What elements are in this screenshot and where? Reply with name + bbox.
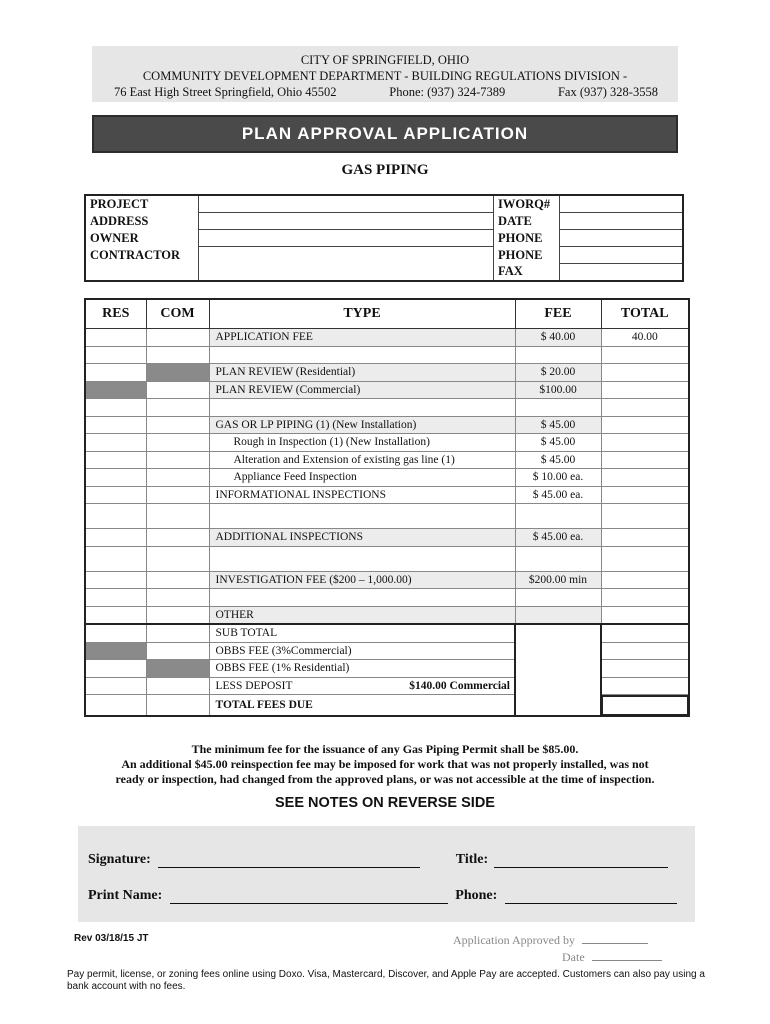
fee-total[interactable]	[601, 451, 689, 469]
label-owner: OWNER	[85, 230, 199, 247]
label-fax: FAX	[494, 264, 560, 282]
title-field[interactable]	[494, 853, 668, 868]
fee-total[interactable]	[601, 399, 689, 417]
fee-type	[209, 399, 515, 417]
res-checkbox[interactable]	[85, 606, 146, 624]
res-checkbox[interactable]	[85, 329, 146, 347]
com-checkbox[interactable]	[146, 329, 209, 347]
fee-amount: $ 20.00	[515, 364, 601, 382]
fee-type: PLAN REVIEW (Commercial)	[209, 381, 515, 399]
label-contractor: CONTRACTOR	[85, 247, 199, 282]
header-total: TOTAL	[601, 299, 689, 329]
reinspection-note-line2: ready or inspection, had changed from the approved plans, or was not accessible at the time of inspection.	[115, 772, 655, 786]
obbs-commercial-field[interactable]	[601, 642, 689, 660]
com-checkbox[interactable]	[146, 606, 209, 624]
res-checkbox[interactable]	[85, 589, 146, 607]
com-checkbox[interactable]	[146, 677, 209, 695]
approved-by-field[interactable]	[582, 932, 648, 944]
fee-type: PLAN REVIEW (Residential)	[209, 364, 515, 382]
res-checkbox[interactable]	[85, 416, 146, 434]
label-iworq: IWORQ#	[494, 195, 560, 213]
res-disabled-cell	[85, 642, 146, 660]
fee-total[interactable]	[601, 546, 689, 571]
header-address: 76 East High Street Springfield, Ohio 45502	[114, 85, 337, 99]
fee-row	[85, 546, 689, 571]
fee-row	[85, 364, 689, 382]
fee-row	[85, 469, 689, 487]
res-checkbox[interactable]	[85, 677, 146, 695]
res-disabled-cell	[85, 381, 146, 399]
fax-field[interactable]	[560, 264, 683, 282]
subtotal-label: SUB TOTAL	[209, 624, 515, 642]
header-block	[92, 46, 678, 102]
header-phone: Phone: (937) 324-7389	[389, 85, 506, 99]
fee-amount	[515, 606, 601, 624]
obbs-commercial-label: OBBS FEE (3%Commercial)	[209, 642, 515, 660]
com-checkbox[interactable]	[146, 486, 209, 504]
com-checkbox[interactable]	[146, 451, 209, 469]
fee-type	[209, 504, 515, 529]
com-checkbox[interactable]	[146, 589, 209, 607]
label-date: DATE	[494, 213, 560, 230]
signature-row	[88, 852, 668, 868]
iworq-field[interactable]	[560, 195, 683, 213]
fee-row	[85, 434, 689, 452]
fee-total[interactable]	[601, 434, 689, 452]
see-notes-heading: SEE NOTES ON REVERSE SIDE	[275, 795, 495, 811]
header-city: CITY OF SPRINGFIELD, OHIO	[300, 53, 470, 67]
print-name-row	[88, 888, 677, 904]
res-checkbox[interactable]	[85, 571, 146, 589]
res-checkbox[interactable]	[85, 529, 146, 547]
fee-type: Rough in Inspection (1) (New Installation)	[209, 434, 515, 452]
revision-label: Rev 03/18/15 JT	[74, 933, 149, 944]
less-deposit-label: LESS DEPOSIT	[215, 679, 293, 692]
com-checkbox[interactable]	[146, 469, 209, 487]
fee-total[interactable]	[601, 486, 689, 504]
approved-by-label: Application Approved by	[453, 933, 575, 947]
deposit-amount: $140.00 Commercial	[409, 679, 510, 692]
fee-row	[85, 381, 689, 399]
fee-table	[84, 298, 690, 717]
com-checkbox[interactable]	[146, 624, 209, 642]
fee-total[interactable]	[601, 346, 689, 364]
res-checkbox[interactable]	[85, 660, 146, 678]
fee-notes	[0, 742, 770, 787]
header-res: RES	[85, 299, 146, 329]
com-checkbox[interactable]	[146, 695, 209, 717]
com-checkbox[interactable]	[146, 399, 209, 417]
subtotal-field[interactable]	[601, 624, 689, 642]
res-checkbox[interactable]	[85, 434, 146, 452]
res-checkbox[interactable]	[85, 364, 146, 382]
title-label: Title:	[455, 852, 489, 867]
com-checkbox[interactable]	[146, 346, 209, 364]
fee-total[interactable]	[601, 364, 689, 382]
header-department: COMMUNITY DEVELOPMENT DEPARTMENT - BUILDING REGULATIONS DIVISION -	[142, 69, 628, 83]
minimum-fee-note: The minimum fee for the issuance of any Gas Piping Permit shall be $85.00.	[191, 742, 579, 756]
fee-amount: $ 45.00	[515, 451, 601, 469]
fee-row	[85, 606, 689, 624]
label-project: PROJECT	[85, 195, 199, 213]
payment-footer: Pay permit, license, or zoning fees online using Doxo. Visa, Mastercard, Discover, and Apple Pay are accepted. Customers can also pay using a bank account with no fees.	[67, 969, 705, 992]
phone-label: Phone:	[455, 888, 498, 903]
com-checkbox[interactable]	[146, 642, 209, 660]
summary-row	[85, 624, 689, 642]
phone-field[interactable]	[505, 889, 677, 904]
fee-type: GAS OR LP PIPING (1) (New Installation)	[209, 416, 515, 434]
signature-field[interactable]	[158, 853, 420, 868]
label-address: ADDRESS	[85, 213, 199, 230]
fee-row	[85, 486, 689, 504]
fee-total[interactable]	[601, 504, 689, 529]
res-checkbox[interactable]	[85, 346, 146, 364]
fee-row	[85, 571, 689, 589]
fee-type: INVESTIGATION FEE ($200 – 1,000.00)	[209, 571, 515, 589]
project-info-table	[84, 194, 684, 282]
fee-row	[85, 589, 689, 607]
res-checkbox[interactable]	[85, 695, 146, 717]
fee-row	[85, 329, 689, 347]
fee-amount	[515, 589, 601, 607]
fee-type	[209, 546, 515, 571]
print-name-label: Print Name:	[88, 888, 163, 903]
less-deposit-cell	[209, 677, 515, 695]
contractor-field[interactable]	[199, 247, 494, 282]
com-checkbox[interactable]	[146, 504, 209, 529]
com-checkbox[interactable]	[146, 529, 209, 547]
com-checkbox[interactable]	[146, 381, 209, 399]
total-fees-due-field[interactable]	[601, 695, 689, 717]
print-name-field[interactable]	[170, 889, 448, 904]
reinspection-note-line1: An additional $45.00 reinspection fee may be imposed for work that was not properly installed, was not	[121, 757, 649, 771]
fee-type: OTHER	[209, 606, 515, 624]
header-contact-line	[92, 84, 678, 100]
address-field[interactable]	[199, 213, 494, 230]
com-checkbox[interactable]	[146, 434, 209, 452]
fee-amount	[515, 399, 601, 417]
fee-total[interactable]	[601, 529, 689, 547]
com-disabled-cell	[146, 660, 209, 678]
com-checkbox[interactable]	[146, 416, 209, 434]
fee-type	[209, 589, 515, 607]
owner-phone-field[interactable]	[560, 230, 683, 247]
contractor-phone-field[interactable]	[560, 247, 683, 264]
obbs-residential-field[interactable]	[601, 660, 689, 678]
owner-field[interactable]	[199, 230, 494, 247]
fee-row	[85, 529, 689, 547]
fee-amount: $ 45.00	[515, 416, 601, 434]
less-deposit-field[interactable]	[601, 677, 689, 695]
approval-date-label: Date	[562, 950, 585, 964]
fee-total[interactable]	[601, 381, 689, 399]
fee-amount	[515, 346, 601, 364]
fee-amount: $ 45.00 ea.	[515, 486, 601, 504]
obbs-residential-label: OBBS FEE (1% Residential)	[209, 660, 515, 678]
form-title-banner: PLAN APPROVAL APPLICATION	[92, 115, 678, 153]
header-fax: Fax (937) 328-3558	[557, 85, 658, 99]
fee-total[interactable]	[601, 416, 689, 434]
header-com: COM	[146, 299, 209, 329]
fee-type: Alteration and Extension of existing gas line (1)	[209, 451, 515, 469]
fee-row	[85, 504, 689, 529]
form-subtitle: GAS PIPING	[341, 162, 429, 178]
fee-amount: $100.00	[515, 381, 601, 399]
total-fees-due-label: TOTAL FEES DUE	[209, 695, 515, 717]
fee-amount: $ 10.00 ea.	[515, 469, 601, 487]
approved-by-row	[453, 932, 662, 949]
fee-row	[85, 399, 689, 417]
fee-type: Appliance Feed Inspection	[209, 469, 515, 487]
header-type: TYPE	[209, 299, 515, 329]
fee-total[interactable]	[601, 571, 689, 589]
res-checkbox[interactable]	[85, 624, 146, 642]
date-field[interactable]	[560, 213, 683, 230]
fee-amount: $ 45.00	[515, 434, 601, 452]
approval-date-field[interactable]	[592, 949, 662, 961]
fee-type: APPLICATION FEE	[209, 329, 515, 347]
res-checkbox[interactable]	[85, 469, 146, 487]
fee-amount: $200.00 min	[515, 571, 601, 589]
fee-amount: $ 40.00	[515, 329, 601, 347]
fee-type: ADDITIONAL INSPECTIONS	[209, 529, 515, 547]
header-fee: FEE	[515, 299, 601, 329]
summary-fee-blank	[515, 624, 601, 716]
fee-total[interactable]	[601, 606, 689, 624]
fee-amount: $ 45.00 ea.	[515, 529, 601, 547]
label-contractor-phone: PHONE	[494, 247, 560, 264]
fee-amount	[515, 504, 601, 529]
res-checkbox[interactable]	[85, 451, 146, 469]
fee-total[interactable]: 40.00	[601, 329, 689, 347]
fee-amount	[515, 546, 601, 571]
res-checkbox[interactable]	[85, 504, 146, 529]
signature-block	[78, 826, 695, 922]
fee-total[interactable]	[601, 469, 689, 487]
label-owner-phone: PHONE	[494, 230, 560, 247]
approval-block	[453, 932, 662, 966]
res-checkbox[interactable]	[85, 546, 146, 571]
com-checkbox[interactable]	[146, 546, 209, 571]
approval-date-row	[453, 949, 662, 966]
fee-type: INFORMATIONAL INSPECTIONS	[209, 486, 515, 504]
fee-row	[85, 416, 689, 434]
res-checkbox[interactable]	[85, 399, 146, 417]
com-checkbox[interactable]	[146, 571, 209, 589]
fee-total[interactable]	[601, 589, 689, 607]
com-disabled-cell	[146, 364, 209, 382]
project-field[interactable]	[199, 195, 494, 213]
fee-type	[209, 346, 515, 364]
fee-row	[85, 346, 689, 364]
signature-label: Signature:	[88, 852, 151, 867]
res-checkbox[interactable]	[85, 486, 146, 504]
fee-row	[85, 451, 689, 469]
